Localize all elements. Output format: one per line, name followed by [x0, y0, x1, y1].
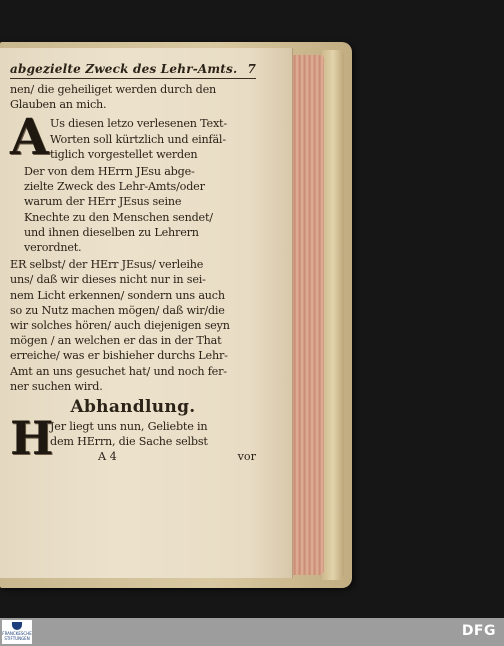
prayer-paragraph: [10, 257, 256, 394]
text-line: und ihnen dieselben zu Lehrern: [24, 225, 199, 239]
paragraph-2: [10, 411, 256, 466]
text-line: tiglich vorgestellet werden: [50, 147, 198, 161]
book-cover-edge: [322, 50, 344, 580]
text-line: warum der HErr JEsus seine: [24, 195, 182, 209]
text-line: dem HErrn, die Sache selbst: [50, 435, 208, 449]
header-title: abgezielte Zweck des Lehr-Amts.: [10, 62, 238, 76]
page-edges: [290, 55, 324, 575]
book-page: [0, 48, 293, 578]
text-line: so zu Nutz machen mögen/ daß wir/die: [10, 303, 225, 317]
text-line: ner suchen wird.: [10, 379, 103, 393]
text-line: verordnet.: [24, 241, 82, 255]
text-line: Glauben an mich.: [10, 98, 107, 112]
text-line: erreiche/ was er bishieher durchs Lehr-: [10, 349, 228, 363]
running-header: [10, 62, 256, 79]
text-line: mögen / an welchen er das in der That: [10, 334, 222, 348]
viewer-bottom-bar: [0, 618, 504, 646]
text-line: Worten soll kürtzlich und einfäl-: [50, 132, 226, 146]
drop-cap-initial: A: [10, 107, 49, 167]
text-line: zielte Zweck des Lehr-Amts/oder: [24, 180, 205, 194]
section-heading: Abhandlung.: [70, 397, 196, 418]
text-line: uns/ daß wir dieses nicht nur in sei-: [10, 273, 206, 287]
text-line: wir solches hören/ auch diejenigen seyn: [10, 319, 230, 333]
text-line: nem Licht erkennen/ sondern uns auch: [10, 288, 225, 302]
signature-mark: A 4: [98, 450, 117, 464]
page-number: 7: [247, 62, 256, 76]
page-content: [10, 62, 256, 464]
text-line: nen/ die geheiliget werden durch den: [10, 83, 217, 96]
text-line: Knechte zu den Menschen sendet/: [24, 210, 213, 224]
theme-statement: [10, 164, 256, 255]
left-logo-text: FRANCKESCHE STIFTUNGEN: [2, 631, 32, 641]
drop-cap-initial: H: [10, 411, 54, 466]
paragraph-1: [10, 107, 256, 167]
text-line: Amt an uns gesuchet hat/ und noch fer-: [10, 364, 227, 378]
text-line: Us diesen letzo verlesenen Text-: [50, 117, 227, 131]
catchword: vor: [237, 450, 256, 464]
text-line: Der von dem HErrn JEsu abge-: [24, 165, 195, 179]
franckesche-stiftungen-logo[interactable]: [2, 620, 32, 644]
text-line: ER selbst/ der HErr JEsus/ verleihe: [10, 258, 204, 272]
crest-icon: [12, 622, 22, 630]
text-line: Jer liegt uns nun, Geliebte in: [50, 420, 208, 434]
dfg-logo[interactable]: DFG: [461, 623, 496, 639]
